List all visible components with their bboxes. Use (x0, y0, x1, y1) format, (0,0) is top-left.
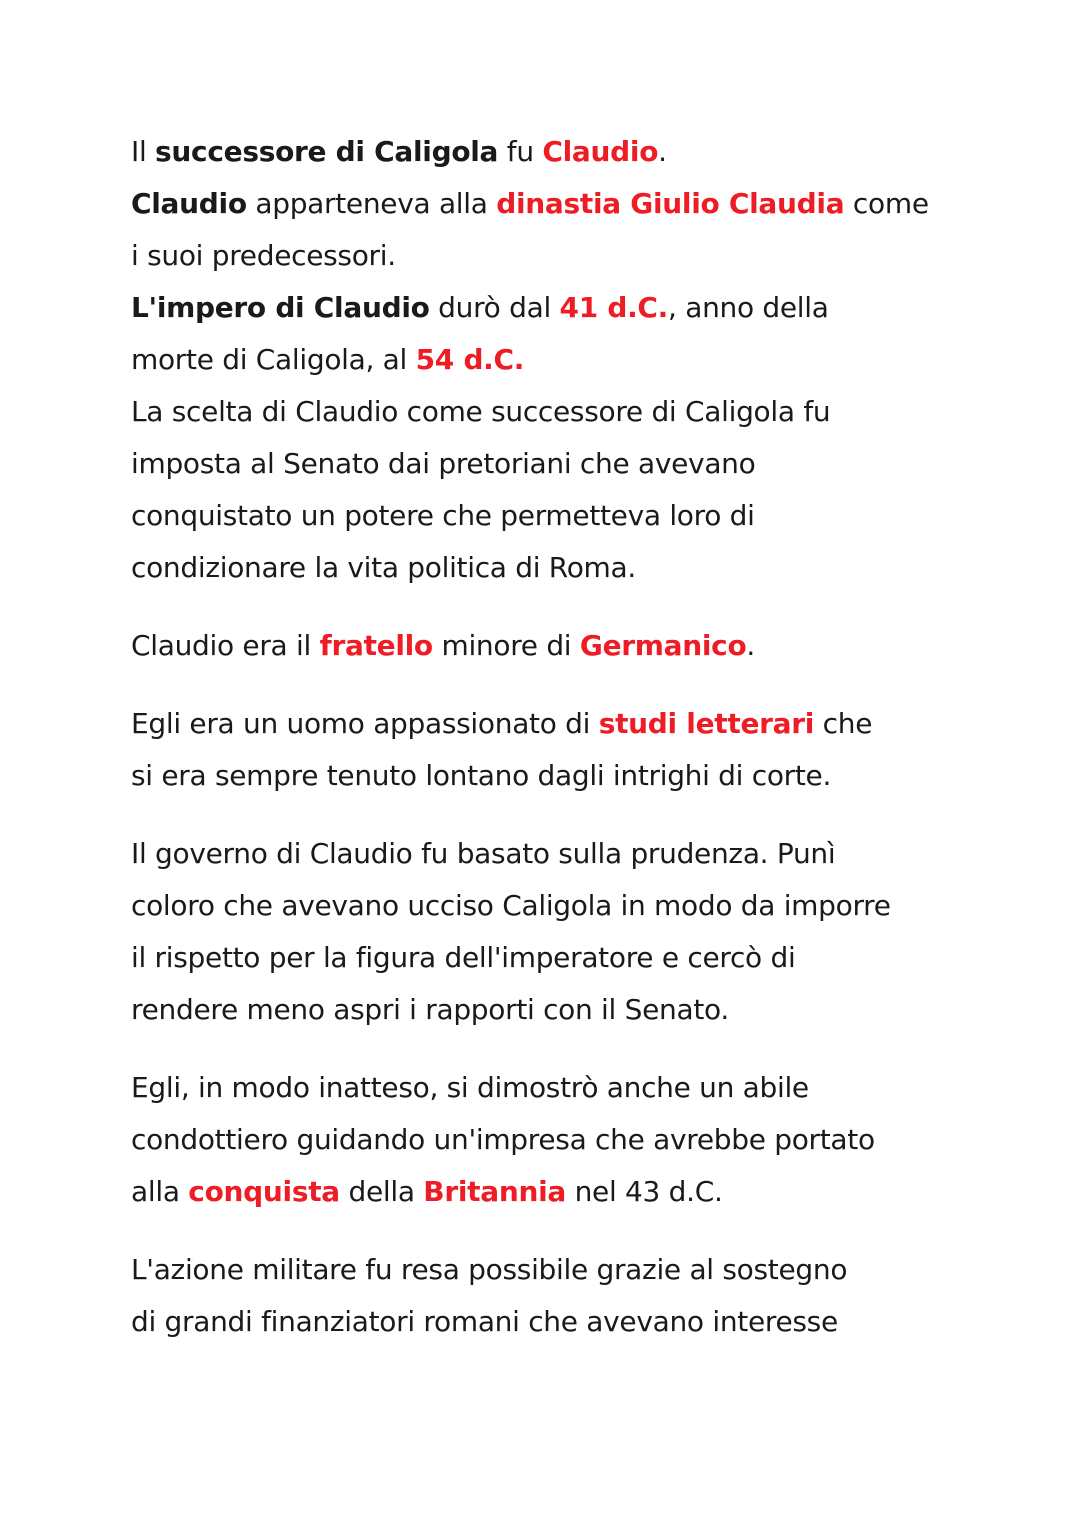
text-line (131, 178, 991, 230)
text-run: condottiero guidando un'impresa che avrebbe portato (131, 1123, 875, 1156)
text-run: durò dal (429, 291, 560, 324)
text-line (131, 1166, 991, 1218)
text-line (131, 230, 991, 282)
text-run: alla (131, 1175, 189, 1208)
text-line (131, 1296, 991, 1348)
text-run: Claudio era il (131, 629, 320, 662)
text-run: i suoi predecessori. (131, 239, 396, 272)
text-line (131, 1062, 991, 1114)
paragraph-military (131, 1244, 991, 1348)
text-line (131, 386, 991, 438)
text-run: La scelta di Claudio come successore di Caligola fu (131, 395, 831, 428)
text-line (131, 984, 991, 1036)
text-run: Egli, in modo inatteso, si dimostrò anche un abile (131, 1071, 809, 1104)
text-line (131, 334, 991, 386)
highlighted-term: conquista (188, 1175, 340, 1208)
highlighted-term: 54 d.C. (415, 343, 525, 376)
text-run: coloro che avevano ucciso Caligola in modo da imporre (131, 889, 891, 922)
text-run: Egli era un uomo appassionato di (131, 707, 599, 740)
text-run: , anno della (668, 291, 829, 324)
paragraph-studies (131, 698, 991, 802)
text-run: conquistato un potere che permetteva loro di (131, 499, 755, 532)
highlighted-term: Claudio (542, 135, 659, 168)
text-run: come (844, 187, 929, 220)
text-run: si era sempre tenuto lontano dagli intrighi di corte. (131, 759, 832, 792)
paragraph-britannia (131, 1062, 991, 1218)
highlighted-term: Britannia (423, 1175, 566, 1208)
text-run: che (814, 707, 873, 740)
paragraph-brother (131, 620, 991, 672)
text-run: Il governo di Claudio fu basato sulla prudenza. Punì (131, 837, 836, 870)
paragraph-government (131, 828, 991, 1036)
text-run: apparteneva alla (246, 187, 497, 220)
bold-term: L'impero di Claudio (131, 291, 430, 324)
bold-term: successore di Caligola (155, 135, 499, 168)
highlighted-term: 41 d.C. (559, 291, 669, 324)
text-run: imposta al Senato dai pretoriani che avevano (131, 447, 756, 480)
text-run: il rispetto per la figura dell'imperatore e cercò di (131, 941, 796, 974)
text-run: morte di Caligola, al (131, 343, 416, 376)
text-run: . (658, 135, 667, 168)
text-line (131, 1244, 991, 1296)
text-line (131, 620, 991, 672)
text-run: . (746, 629, 756, 662)
paragraph-successor (131, 126, 991, 594)
text-line (131, 438, 991, 490)
text-line (131, 750, 991, 802)
text-run: Il (131, 135, 156, 168)
text-line (131, 490, 991, 542)
highlighted-term: Germanico (579, 629, 747, 662)
text-run: di grandi finanziatori romani che avevano interesse (131, 1305, 838, 1338)
document-page (131, 126, 991, 1348)
text-run: fu (498, 135, 543, 168)
highlighted-term: dinastia Giulio Claudia (496, 187, 845, 220)
text-line (131, 1114, 991, 1166)
text-run: nel 43 d.C. (565, 1175, 723, 1208)
text-line (131, 126, 991, 178)
text-line (131, 698, 991, 750)
text-line (131, 880, 991, 932)
text-run: della (339, 1175, 424, 1208)
text-run: L'azione militare fu resa possibile grazie al sostegno (131, 1253, 848, 1286)
text-line (131, 828, 991, 880)
text-run: minore di (432, 629, 580, 662)
bold-term: Claudio (131, 187, 247, 220)
text-line (131, 542, 991, 594)
highlighted-term: fratello (319, 629, 433, 662)
text-line (131, 932, 991, 984)
text-run: condizionare la vita politica di Roma. (131, 551, 636, 584)
text-line (131, 282, 991, 334)
text-run: rendere meno aspri i rapporti con il Senato. (131, 993, 729, 1026)
highlighted-term: studi letterari (598, 707, 815, 740)
